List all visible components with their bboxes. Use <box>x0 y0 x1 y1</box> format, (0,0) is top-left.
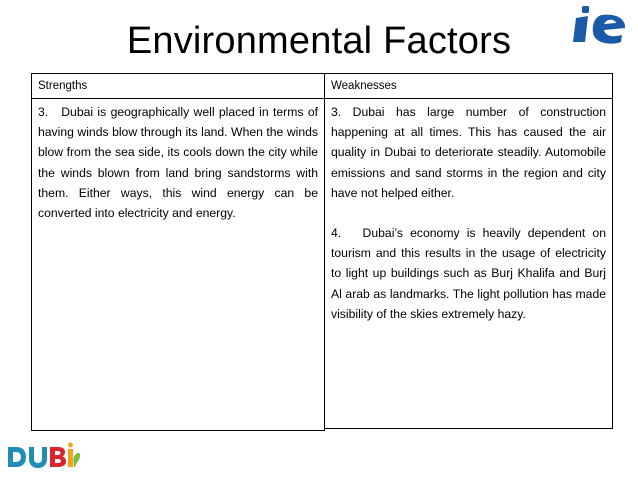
strengths-header-cell <box>31 73 325 99</box>
strength-item-3: 3. Dubai is geographically well placed in terms of having winds blow through its land. When the winds blow from the sea side, its cools down the city while the winds blown from land bring sandstorms with them. Either ways, this wind energy can be converted into electricity and energy. <box>38 105 318 221</box>
strengths-cell <box>31 98 325 431</box>
weaknesses-cell <box>324 98 613 429</box>
slide-title: Environmental Factors <box>126 20 512 62</box>
strengths-header: Strengths <box>38 80 88 92</box>
weaknesses-header: Weaknesses <box>331 80 397 92</box>
weakness-item-4: 4. Dubai’s economy is heavily dependent on tourism and this results in the usage of electricity to light up buildings such as Burj Khalifa and Burj Al arab as landmarks. The light pollution has made visibility of the skies extremely hazy. <box>331 226 606 321</box>
weakness-item-3: 3. Dubai has large number of construction happening at all times. This has caused the air quality in Dubai to deteriorate steadily. Automobile emissions and sand storms in the region and city have not helped either. <box>331 105 606 200</box>
weaknesses-header-cell <box>324 73 613 99</box>
strengths-text <box>32 102 324 223</box>
weaknesses-text <box>325 102 612 324</box>
ie-logo <box>572 2 634 46</box>
dubai-logo <box>6 441 82 473</box>
